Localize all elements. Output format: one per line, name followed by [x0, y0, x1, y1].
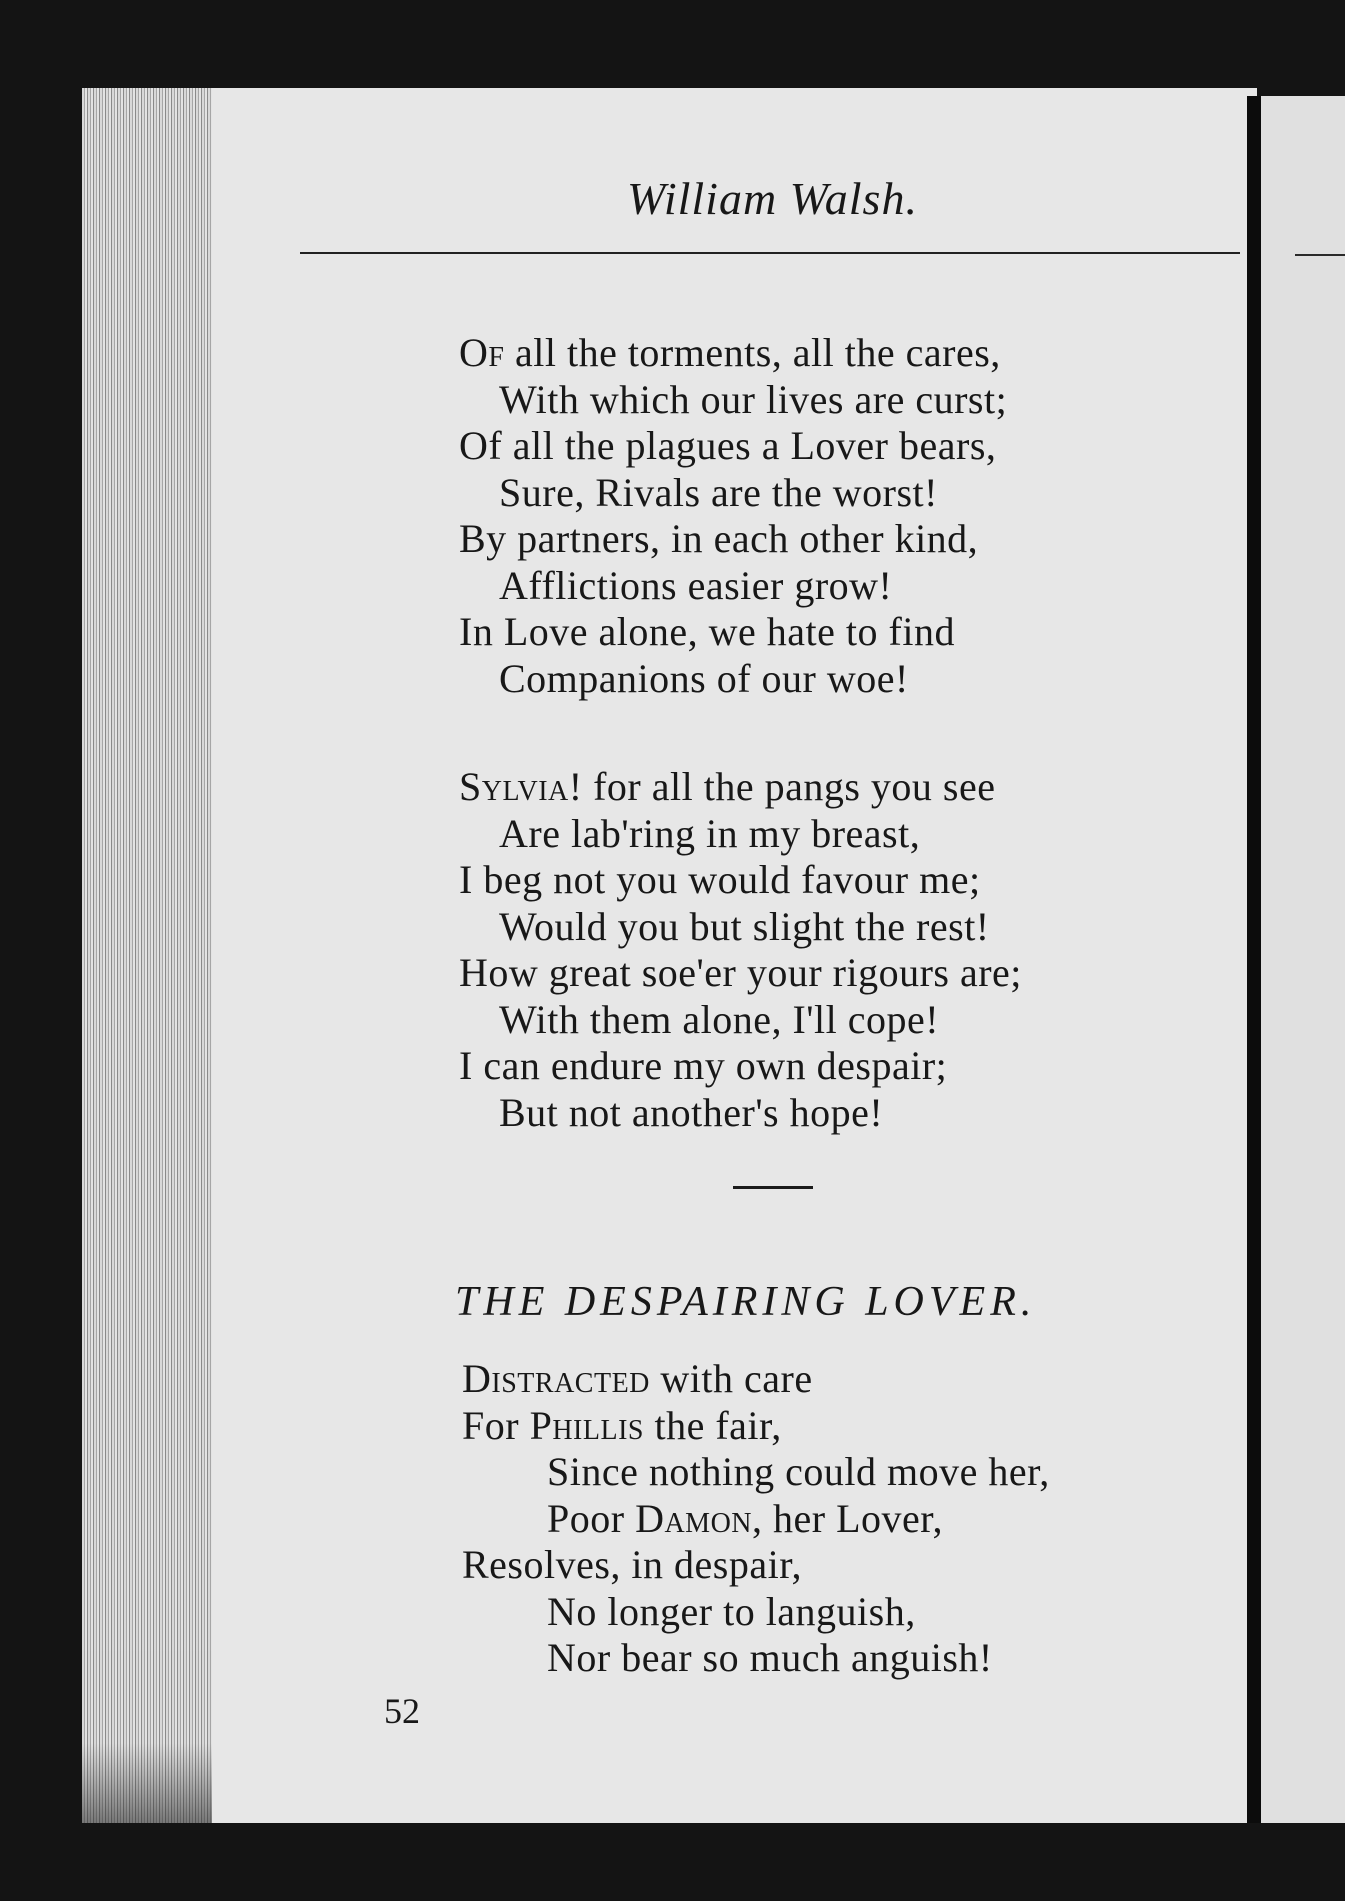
verse-line — [459, 330, 1007, 377]
verse-text: How great soe'er your rigours are; — [459, 950, 1022, 995]
poem-title: THE DESPAIRING LOVER. — [455, 1279, 1037, 1325]
verse-line — [459, 764, 1022, 811]
verse-text: With them alone, I'll cope! — [499, 996, 940, 1042]
verse-text: I can endure my own despair; — [459, 1043, 948, 1088]
verse-line — [459, 904, 1022, 951]
book-gutter — [1247, 96, 1261, 1831]
verse-line — [462, 1403, 1050, 1450]
verse-line — [459, 423, 1007, 470]
verse-text: By partners, in each other kind, — [459, 516, 979, 561]
verse-text: I beg not you would favour me; — [459, 857, 981, 902]
verse-text: , her Lover, — [752, 1495, 944, 1541]
verse-line — [462, 1635, 1050, 1682]
small-caps-word: Phillis — [529, 1402, 644, 1448]
verse-text: Would you but slight the rest! — [499, 903, 990, 949]
verse-text: with care — [649, 1356, 813, 1401]
small-caps-word: Sylvia — [459, 764, 569, 809]
verse-text: With which our lives are curst; — [499, 376, 1008, 422]
verse-text: Since nothing could move her, — [547, 1449, 1050, 1494]
verse-line — [462, 1356, 1050, 1403]
verse-line — [462, 1496, 1050, 1543]
section-divider — [733, 1186, 813, 1189]
verse-line — [459, 857, 1022, 904]
verse-text: the fair, — [643, 1402, 782, 1448]
verse-text: Nor bear so much anguish! — [547, 1635, 993, 1680]
verse-line — [459, 997, 1022, 1044]
verse-line — [459, 377, 1007, 424]
verse-text: Of all the plagues a Lover bears, — [459, 423, 997, 468]
verse-text: No longer to languish, — [547, 1588, 916, 1634]
facing-page-rule — [1295, 254, 1345, 256]
verse-text: Poor — [547, 1495, 636, 1541]
verse-line — [462, 1589, 1050, 1636]
verse-line — [459, 470, 1007, 517]
small-caps-word: Distracted — [462, 1356, 650, 1401]
verse-line — [459, 1043, 1022, 1090]
verse-line — [459, 1090, 1022, 1137]
small-caps-word: Of — [459, 330, 505, 375]
verse-text: Resolves, in despair, — [462, 1542, 802, 1587]
verse-text: ! for all the pangs you see — [568, 764, 996, 809]
small-caps-word: Damon — [635, 1495, 753, 1541]
page-number: 52 — [384, 1691, 420, 1731]
running-head: William Walsh. — [627, 173, 918, 224]
scan-background — [0, 1823, 1345, 1901]
verse-text: But not another's hope! — [499, 1089, 884, 1135]
stanza-3 — [462, 1356, 1050, 1682]
stanza-1 — [459, 330, 1007, 702]
verse-line — [459, 609, 1007, 656]
verse-text: Afflictions easier grow! — [499, 562, 893, 608]
verse-text: Are lab'ring in my breast, — [499, 810, 921, 856]
facing-page-edge — [1261, 96, 1345, 1831]
verse-text: Sure, Rivals are the worst! — [499, 469, 938, 515]
verse-text: all the torments, all the cares, — [504, 330, 1001, 375]
verse-line — [459, 811, 1022, 858]
header-rule — [300, 252, 1240, 254]
verse-line — [459, 516, 1007, 563]
verse-line — [459, 656, 1007, 703]
verse-line — [459, 950, 1022, 997]
stanza-2 — [459, 764, 1022, 1136]
page-edges — [82, 88, 212, 1823]
verse-line — [462, 1542, 1050, 1589]
verse-line — [462, 1449, 1050, 1496]
verse-line — [459, 563, 1007, 610]
verse-text: In Love alone, we hate to find — [459, 609, 955, 654]
verse-text: For — [462, 1402, 530, 1448]
verse-text: Companions of our woe! — [499, 655, 909, 701]
